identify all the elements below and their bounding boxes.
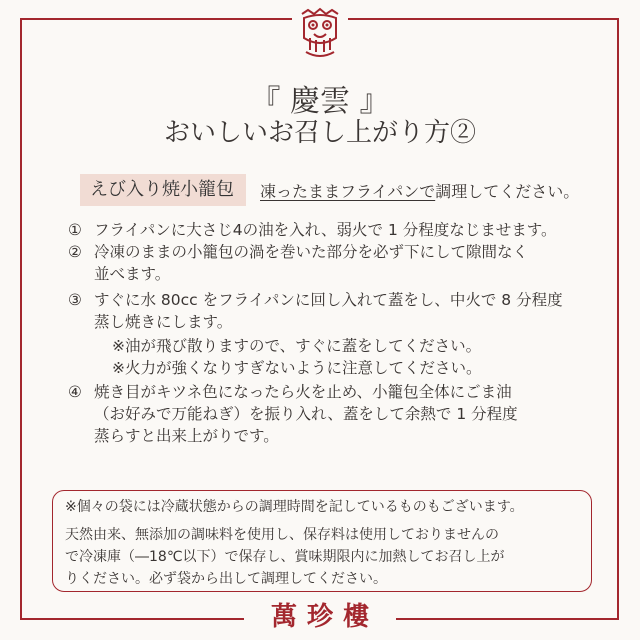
step-text: 冷凍のままの小籠包の渦を巻いた部分を必ず下にして隙間なく [94,243,529,261]
method-text [260,179,579,202]
note-line: りください。必ず袋から出して調理してください。 [65,571,387,587]
step-number: ③ [68,291,82,309]
note-line: 天然由来、無添加の調味料を使用し、保存料は使用しておりませんの [65,527,499,543]
note-box [52,490,592,592]
step-text: 焼き目がキツネ色になったら火を止め、小籠包全体にごま油 [94,383,512,401]
page-subtitle: おいしいお召し上がり方② [163,118,476,148]
step-text: フライパンに大さじ4の油を入れ、弱火で 1 分程度なじませます。 [94,221,557,239]
step-text-continued: （お好みで万能ねぎ）を振り入れ、蓋をして余熱で 1 分程度 [94,405,518,423]
page-title: 『 慶雲 』 [250,84,390,119]
step-number: ② [68,243,82,261]
note-line: で冷凍庫（―18℃以下）で保存し、賞味期限内に加熱してお召し上が [65,549,505,565]
step-text-continued: 蒸らすと出来上がりです。 [94,427,279,445]
note-line: ※個々の袋には冷蔵状態からの調理時間を記しているものもございます。 [65,499,524,515]
brand-logo-text: 萬珍樓 [270,601,379,632]
step-1 [68,218,557,242]
step-4 [68,380,512,404]
method-row [80,174,579,206]
step-text: すぐに水 80cc をフライパンに回し入れて蓋をし、中火で 8 分程度 [94,291,563,309]
step-number: ④ [68,383,82,401]
product-tag: えび入り焼小籠包 [80,174,246,206]
brand-logo [244,596,396,632]
method-text-underlined: 凍ったままフライパンで [260,181,436,201]
step-text-continued: 蒸し焼きにします。 [94,313,233,331]
step-note: ※油が飛び散りますので、すぐに蓋をしてください。 [112,337,482,355]
step-note: ※火力が強くなりすぎないように注意してください。 [112,359,482,377]
step-text-continued: 並べます。 [94,265,171,283]
step-3 [68,288,563,312]
step-2 [68,240,528,264]
method-text-rest: 調理してください。 [435,181,580,201]
lion-emblem-icon [292,4,348,62]
step-number: ① [68,221,82,239]
